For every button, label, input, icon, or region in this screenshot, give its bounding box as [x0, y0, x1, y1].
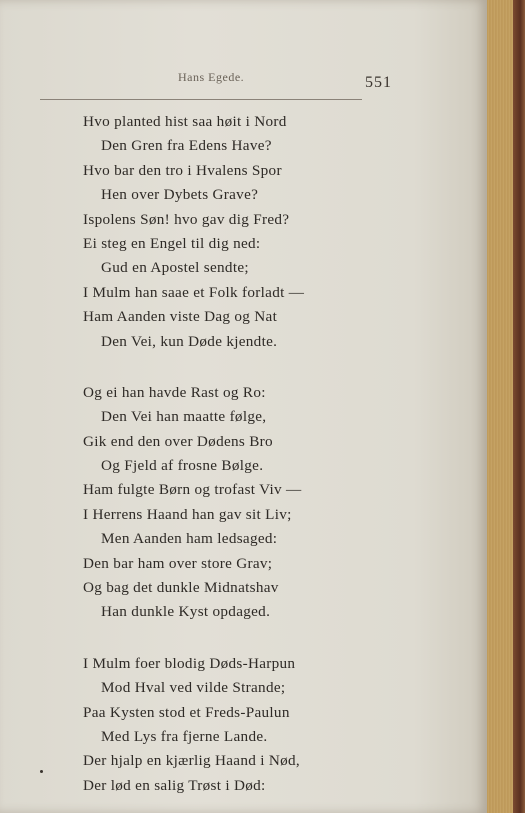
- verse-line: Der hjalp en kjærlig Haand i Nød,: [83, 752, 300, 770]
- verse-line: Og Fjeld af frosne Bølge.: [101, 457, 264, 475]
- verse-line: I Herrens Haand han gav sit Liv;: [83, 505, 292, 523]
- verse-line: Men Aanden ham ledsaged:: [101, 530, 278, 548]
- header-rule: [40, 99, 362, 100]
- verse-line: Den Vei, kun Døde kjendte.: [101, 332, 278, 350]
- verse-line: Paa Kysten stod et Freds-Paulun: [83, 703, 290, 721]
- verse-line: Hvo bar den tro i Hvalens Spor: [83, 161, 282, 179]
- verse-line: Ei steg en Engel til dig ned:: [83, 234, 261, 252]
- page-edges: [487, 0, 525, 813]
- verse-line: Ispolens Søn! hvo gav dig Fred?: [83, 210, 290, 228]
- verse-line: I Mulm foer blodig Døds-Harpun: [83, 654, 296, 672]
- verse-line: Mod Hval ved vilde Strande;: [101, 679, 286, 697]
- verse-line: Gik end den over Dødens Bro: [83, 432, 273, 450]
- verse-line: Gud en Apostel sendte;: [101, 259, 249, 277]
- stanza: [83, 110, 463, 354]
- verse-line: Den bar ham over store Grav;: [83, 554, 273, 572]
- verse-line: Hen over Dybets Grave?: [101, 186, 259, 204]
- verse-line: Han dunkle Kyst opdaged.: [101, 603, 271, 621]
- verse-line: I Mulm han saae et Folk forladt —: [83, 283, 305, 301]
- verse-line: Og ei han havde Rast og Ro:: [83, 383, 266, 401]
- verse-line: Den Vei han maatte følge,: [101, 408, 267, 426]
- running-head: Hans Egede.: [178, 70, 245, 84]
- verse-line: Og bag det dunkle Midnatshav: [83, 579, 279, 597]
- verse-line: Der lød en salig Trøst i Død:: [83, 776, 266, 794]
- page-number: 551: [365, 74, 392, 91]
- verse-line: Hvo planted hist saa høit i Nord: [83, 113, 287, 130]
- stanza: [83, 652, 463, 798]
- poem-body: [83, 110, 463, 813]
- verse-line: Ham fulgte Børn og trofast Viv —: [83, 481, 302, 499]
- verse-line: Den Gren fra Edens Have?: [101, 137, 272, 155]
- ink-speck: [40, 770, 43, 773]
- page-header: [40, 66, 460, 96]
- stanza: [83, 381, 463, 625]
- verse-line: Ham Aanden viste Dag og Nat: [83, 308, 278, 326]
- verse-line: Med Lys fra fjerne Lande.: [101, 727, 268, 745]
